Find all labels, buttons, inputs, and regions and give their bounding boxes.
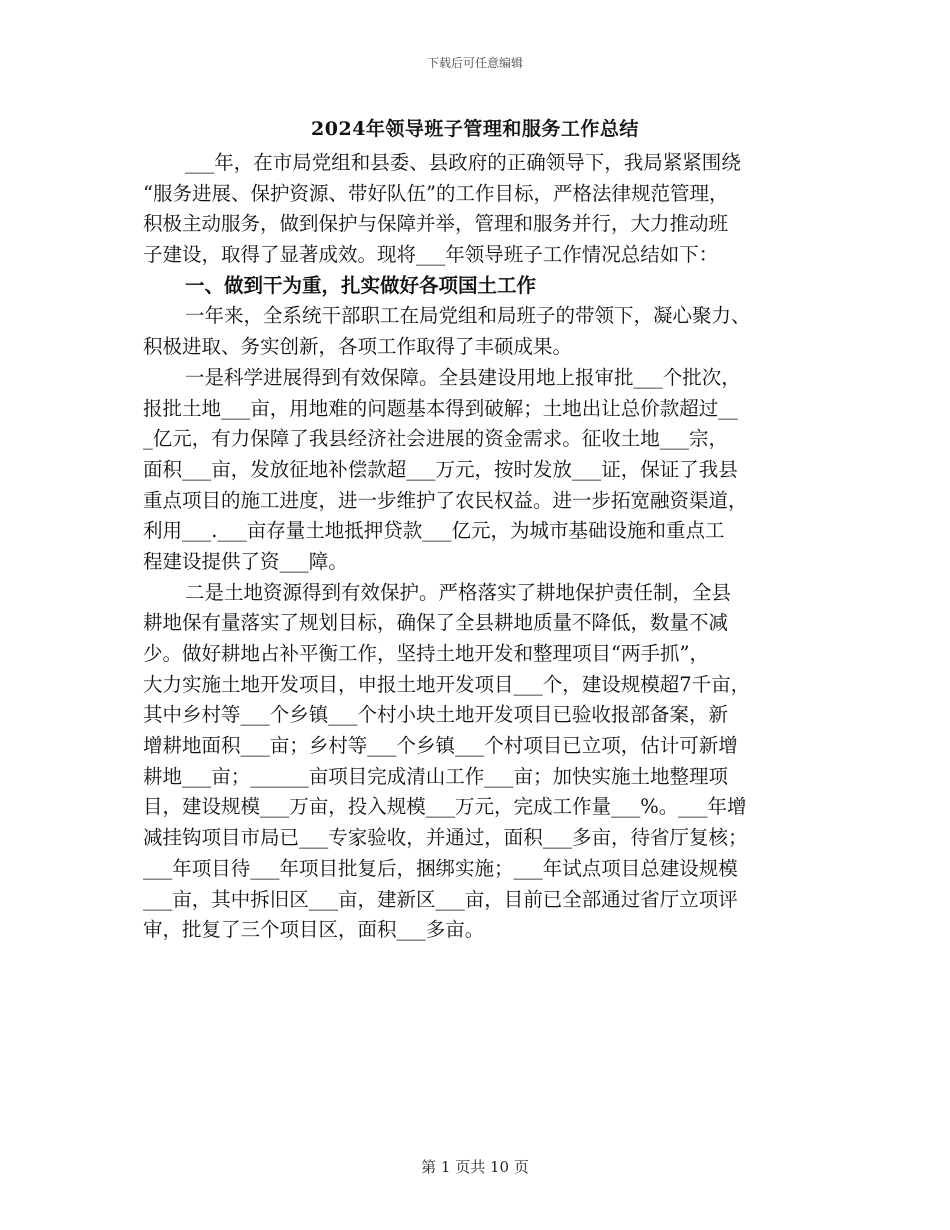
paragraph-overview-line-1: 一年来，全系统干部职工在局党组和局班子的带领下，凝心聚力、: [185, 304, 751, 328]
paragraph-first-line-1: 一是科学进展得到有效保障。全县建设用地上报审批___个批次，: [185, 365, 741, 389]
paragraph-second-line-9: 减挂钩项目市局已___专家验收，并通过，面积___多亩，待省厅复核；: [143, 826, 748, 850]
paragraph-second-line-10: ___年项目待___年项目批复后，捆绑实施；___年试点项目总建设规模: [143, 856, 738, 880]
page-number-footer: 第 1 页共 10 页: [421, 1158, 529, 1176]
paragraph-intro-line-2: “服务进展、保护资源、带好队伍”的工作目标，严格法律规范管理，: [143, 181, 729, 205]
paragraph-second-line-7: 耕地___亩；______亩项目完成清山工作___亩；加快实施土地整理项: [143, 764, 729, 788]
paragraph-second-line-3: 少。做好耕地占补平衡工作，坚持土地开发和整理项目“两手抓”，: [143, 642, 709, 665]
paragraph-first-line-4: 面积___亩，发放征地补偿款超___万元，按时发放___证，保证了我县: [143, 457, 738, 481]
paragraph-first-line-5: 重点项目的施工进度，进一步维护了农民权益。进一步拓宽融资渠道，: [143, 488, 748, 512]
paragraph-second-line-2: 耕地保有量落实了规划目标，确保了全县耕地质量不降低，数量不减: [143, 611, 729, 635]
paragraph-first-line-6: 利用___.___亩存量土地抵押贷款___亿元，为城市基础设施和重点工: [143, 519, 725, 543]
paragraph-first-line-7: 程建设提供了资___障。: [143, 549, 348, 573]
paragraph-second-line-11: ___亩，其中拆旧区___亩，建新区___亩，目前已全部通过省厅立项评: [143, 887, 738, 911]
document-body: [143, 148, 815, 946]
paragraph-intro-line-3: 积极主动服务，做到保护与保障并举，管理和服务并行，大力推动班: [143, 212, 729, 236]
paragraph-second-line-1: 二是土地资源得到有效保护。严格落实了耕地保护责任制，全县: [185, 580, 732, 604]
document-title: 2024年领导班子管理和服务工作总结: [311, 118, 639, 140]
paragraph-second-line-6: 增耕地面积___亩；乡村等___个乡镇___个村项目已立项，估计可新增: [143, 734, 738, 758]
paragraph-second-line-4: 大力实施土地开发项目，申报土地开发项目___个，建设规模超7千亩，: [143, 672, 751, 696]
paragraph-intro-line-1: ___年，在市局党组和县委、县政府的正确领导下，我局紧紧围绕: [185, 151, 741, 174]
paragraph-overview-line-2: 积极进取、务实创新，各项工作取得了丰硕成果。: [143, 335, 573, 359]
header-note: 下载后可任意编辑: [426, 56, 523, 70]
section-heading-1: 一、做到干为重，扎实做好各项国土工作: [185, 273, 537, 297]
paragraph-second-line-8: 目，建设规模___万亩，投入规模___万元，完成工作量___%。___年增: [143, 795, 747, 819]
paragraph-first-line-2: 报批土地___亩，用地难的问题基本得到破解；土地出让总价款超过__: [143, 396, 738, 420]
paragraph-intro-line-4: 子建设，取得了显著成效。现将___年领导班子工作情况总结如下：: [143, 243, 719, 267]
paragraph-first-line-3: _亿元，有力保障了我县经济社会进展的资金需求。征收土地___宗，: [143, 427, 729, 451]
paragraph-second-line-5: 其中乡村等___个乡镇___个村小块土地开发项目已验收报部备案，新: [143, 703, 729, 727]
paragraph-second-line-12: 审，批复了三个项目区，面积___多亩。: [143, 918, 485, 942]
